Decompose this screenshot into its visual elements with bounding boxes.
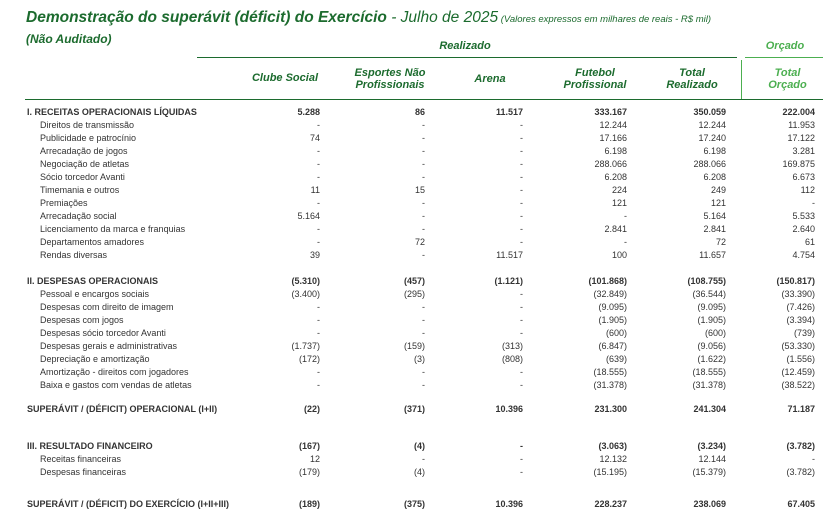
table-section-row bbox=[0, 106, 825, 119]
row-value: 61 bbox=[804, 237, 815, 247]
table-section-row bbox=[0, 440, 825, 453]
row-value: (739) bbox=[793, 328, 815, 338]
row-value: (36.544) bbox=[692, 289, 726, 299]
row-value: (18.555) bbox=[593, 367, 627, 377]
row-label: Publicidade e patrocínio bbox=[40, 133, 137, 143]
row-value: 12.244 bbox=[698, 120, 726, 130]
col-header-total-realizado: Total Realizado bbox=[666, 67, 718, 91]
row-label: Receitas financeiras bbox=[40, 454, 122, 464]
row-value: - bbox=[317, 146, 320, 156]
row-value: (371) bbox=[403, 404, 425, 414]
row-value: - bbox=[520, 146, 523, 156]
row-label: SUPERÁVIT / (DÉFICIT) DO EXERCÍCIO (I+II+III) bbox=[27, 499, 230, 509]
row-label: II. DESPESAS OPERACIONAIS bbox=[27, 276, 159, 286]
row-value: 100 bbox=[611, 250, 627, 260]
row-value: 222.004 bbox=[782, 107, 815, 117]
row-value: - bbox=[422, 120, 425, 130]
row-value: 12 bbox=[309, 454, 320, 464]
row-value: 2.640 bbox=[792, 224, 815, 234]
row-value: 11.657 bbox=[699, 250, 726, 260]
row-value: (1.737) bbox=[291, 341, 320, 351]
row-value: 17.166 bbox=[599, 133, 627, 143]
table-section-row bbox=[0, 403, 825, 416]
row-value: 11.517 bbox=[495, 107, 523, 117]
row-value: 228.237 bbox=[594, 499, 627, 509]
row-value: 350.059 bbox=[693, 107, 726, 117]
row-label: Arrecadação de jogos bbox=[40, 146, 128, 156]
row-value: 12.244 bbox=[599, 120, 627, 130]
group-orcado-label: Orçado bbox=[765, 40, 805, 52]
row-label: Premiações bbox=[40, 198, 88, 208]
row-value: 288.066 bbox=[594, 159, 627, 169]
row-value: - bbox=[422, 159, 425, 169]
row-value: - bbox=[520, 159, 523, 169]
row-value: 288.066 bbox=[693, 159, 726, 169]
row-value: - bbox=[422, 211, 425, 221]
row-value: 12.144 bbox=[698, 454, 726, 464]
row-value: - bbox=[317, 367, 320, 377]
row-value: 2.841 bbox=[703, 224, 726, 234]
row-label: Arrecadação social bbox=[40, 211, 117, 221]
table-row bbox=[0, 379, 825, 392]
row-value: - bbox=[422, 224, 425, 234]
row-value: (1.905) bbox=[598, 315, 627, 325]
row-label: Timemania e outros bbox=[40, 185, 120, 195]
row-value: - bbox=[317, 224, 320, 234]
row-value: 6.208 bbox=[604, 172, 627, 182]
row-label: III. RESULTADO FINANCEIRO bbox=[27, 441, 153, 451]
header-rule-realizado bbox=[197, 57, 737, 58]
row-value: - bbox=[422, 367, 425, 377]
table-row bbox=[0, 223, 825, 236]
title-period: - Julho de 2025 bbox=[386, 9, 499, 26]
row-value: (31.378) bbox=[593, 380, 627, 390]
row-value: (53.330) bbox=[781, 341, 815, 351]
row-value: 6.198 bbox=[703, 146, 726, 156]
row-value: - bbox=[317, 237, 320, 247]
row-value: (1.905) bbox=[697, 315, 726, 325]
row-value: 12.132 bbox=[599, 454, 627, 464]
row-value: (32.849) bbox=[593, 289, 627, 299]
row-value: (31.378) bbox=[692, 380, 726, 390]
row-value: 67.405 bbox=[787, 499, 815, 509]
row-label: Negociação de atletas bbox=[40, 159, 130, 169]
col-header-esportes: Esportes Não Profissionais bbox=[354, 67, 426, 91]
row-value: - bbox=[422, 250, 425, 260]
row-value: (9.095) bbox=[598, 302, 627, 312]
row-value: - bbox=[317, 328, 320, 338]
row-value: 10.396 bbox=[495, 404, 523, 414]
row-value: - bbox=[520, 224, 523, 234]
row-value: - bbox=[624, 211, 627, 221]
row-value: (3) bbox=[414, 354, 425, 364]
page-title bbox=[26, 9, 711, 27]
row-value: - bbox=[422, 133, 425, 143]
row-value: 72 bbox=[715, 237, 726, 247]
row-value: - bbox=[624, 237, 627, 247]
row-value: - bbox=[520, 289, 523, 299]
row-value: (313) bbox=[501, 341, 523, 351]
row-value: - bbox=[317, 380, 320, 390]
row-value: (7.426) bbox=[786, 302, 815, 312]
table-row bbox=[0, 158, 825, 171]
table-row bbox=[0, 327, 825, 340]
row-value: - bbox=[812, 454, 815, 464]
row-value: 17.122 bbox=[787, 133, 815, 143]
row-value: (4) bbox=[414, 441, 425, 451]
row-label: Despesas com jogos bbox=[40, 315, 124, 325]
row-label: Despesas financeiras bbox=[40, 467, 127, 477]
table-row bbox=[0, 466, 825, 479]
table-row bbox=[0, 171, 825, 184]
title-unit: (Valores expressos em milhares de reais - R$ mil) bbox=[498, 14, 712, 25]
row-value: (9.095) bbox=[697, 302, 726, 312]
row-value: - bbox=[422, 302, 425, 312]
row-value: (295) bbox=[403, 289, 425, 299]
row-value: 10.396 bbox=[495, 499, 523, 509]
row-label: I. RECEITAS OPERACIONAIS LÍQUIDAS bbox=[27, 107, 197, 117]
row-value: (172) bbox=[298, 354, 320, 364]
row-label: Despesas com direito de imagem bbox=[40, 302, 174, 312]
table-row bbox=[0, 340, 825, 353]
row-value: 231.300 bbox=[594, 404, 627, 414]
table-row bbox=[0, 249, 825, 262]
row-value: (600) bbox=[605, 328, 627, 338]
row-value: (3.063) bbox=[598, 441, 627, 451]
row-label: Rendas diversas bbox=[40, 250, 108, 260]
row-value: 74 bbox=[309, 133, 320, 143]
row-value: 5.288 bbox=[297, 107, 320, 117]
row-value: (108.755) bbox=[687, 276, 726, 286]
row-value: 11.953 bbox=[788, 120, 815, 130]
row-value: 11 bbox=[310, 185, 320, 195]
row-value: 17.240 bbox=[698, 133, 726, 143]
row-value: 39 bbox=[309, 250, 320, 260]
row-label: Departamentos amadores bbox=[40, 237, 145, 247]
row-value: (179) bbox=[298, 467, 320, 477]
row-label: Licenciamento da marca e franquias bbox=[40, 224, 186, 234]
row-value: - bbox=[520, 133, 523, 143]
table-row bbox=[0, 366, 825, 379]
row-value: - bbox=[422, 315, 425, 325]
row-value: - bbox=[422, 172, 425, 182]
row-value: (3.234) bbox=[697, 441, 726, 451]
row-value: - bbox=[422, 198, 425, 208]
row-value: 6.208 bbox=[703, 172, 726, 182]
row-value: (101.868) bbox=[588, 276, 627, 286]
row-value: - bbox=[520, 367, 523, 377]
row-value: 86 bbox=[414, 107, 425, 117]
row-value: - bbox=[422, 328, 425, 338]
table-row bbox=[0, 353, 825, 366]
row-value: (1.622) bbox=[697, 354, 726, 364]
row-value: 241.304 bbox=[693, 404, 726, 414]
row-label: Depreciação e amortização bbox=[40, 354, 150, 364]
row-value: - bbox=[520, 328, 523, 338]
row-value: 121 bbox=[710, 198, 726, 208]
title-main: Demonstração do superávit (déficit) do Exercício bbox=[26, 9, 387, 26]
row-value: - bbox=[317, 198, 320, 208]
row-value: - bbox=[520, 380, 523, 390]
table-row bbox=[0, 119, 825, 132]
row-value: 4.754 bbox=[792, 250, 815, 260]
col-header-futebol: Futebol Profissional bbox=[563, 67, 627, 91]
row-value: (159) bbox=[403, 341, 425, 351]
row-value: - bbox=[317, 302, 320, 312]
row-value: - bbox=[520, 441, 523, 451]
row-value: - bbox=[520, 185, 523, 195]
row-value: - bbox=[317, 120, 320, 130]
row-value: 5.533 bbox=[792, 211, 815, 221]
row-value: (38.522) bbox=[781, 380, 815, 390]
row-value: (3.394) bbox=[786, 315, 815, 325]
row-value: 249 bbox=[710, 185, 726, 195]
row-value: - bbox=[520, 120, 523, 130]
table-row bbox=[0, 314, 825, 327]
row-value: (600) bbox=[704, 328, 726, 338]
row-label: SUPERÁVIT / (DÉFICIT) OPERACIONAL (I+II) bbox=[27, 404, 218, 414]
row-value: 2.841 bbox=[604, 224, 627, 234]
table-row bbox=[0, 301, 825, 314]
row-value: (15.379) bbox=[692, 467, 726, 477]
row-value: (639) bbox=[605, 354, 627, 364]
row-value: - bbox=[317, 172, 320, 182]
row-value: - bbox=[422, 454, 425, 464]
row-value: (9.056) bbox=[697, 341, 726, 351]
row-value: (12.459) bbox=[781, 367, 815, 377]
row-value: 71.187 bbox=[787, 404, 815, 414]
row-value: - bbox=[520, 302, 523, 312]
table-row bbox=[0, 210, 825, 223]
row-value: 6.673 bbox=[792, 172, 815, 182]
col-header-arena: Arena bbox=[474, 73, 506, 85]
row-value: 333.167 bbox=[594, 107, 627, 117]
row-value: (3.400) bbox=[291, 289, 320, 299]
row-value: - bbox=[520, 172, 523, 182]
row-value: (1.556) bbox=[786, 354, 815, 364]
table-row bbox=[0, 288, 825, 301]
table-row bbox=[0, 236, 825, 249]
row-value: 112 bbox=[800, 185, 815, 195]
row-value: 72 bbox=[414, 237, 425, 247]
row-value: - bbox=[520, 454, 523, 464]
row-value: - bbox=[422, 380, 425, 390]
table-row bbox=[0, 453, 825, 466]
row-value: (808) bbox=[501, 354, 523, 364]
row-value: - bbox=[520, 315, 523, 325]
row-label: Pessoal e encargos sociais bbox=[40, 289, 150, 299]
row-value: 121 bbox=[611, 198, 627, 208]
row-value: (457) bbox=[403, 276, 425, 286]
row-value: (1.121) bbox=[494, 276, 523, 286]
row-value: - bbox=[520, 211, 523, 221]
row-value: 5.164 bbox=[297, 211, 320, 221]
row-value: - bbox=[317, 315, 320, 325]
table-section-row bbox=[0, 498, 825, 511]
row-label: Despesas gerais e administrativas bbox=[40, 341, 178, 351]
row-value: - bbox=[520, 237, 523, 247]
row-value: 11.517 bbox=[496, 250, 523, 260]
table-row bbox=[0, 197, 825, 210]
row-value: (3.782) bbox=[786, 467, 815, 477]
row-value: (375) bbox=[403, 499, 425, 509]
row-value: (150.817) bbox=[776, 276, 815, 286]
table-row bbox=[0, 145, 825, 158]
row-value: 169.875 bbox=[782, 159, 815, 169]
row-value: - bbox=[317, 159, 320, 169]
row-value: - bbox=[422, 146, 425, 156]
row-value: (22) bbox=[303, 404, 320, 414]
row-value: (167) bbox=[298, 441, 320, 451]
table-row bbox=[0, 184, 825, 197]
row-value: (18.555) bbox=[692, 367, 726, 377]
row-value: 224 bbox=[611, 185, 627, 195]
row-value: - bbox=[520, 198, 523, 208]
table-row bbox=[0, 132, 825, 145]
group-realizado-label: Realizado bbox=[439, 40, 491, 52]
table-section-row bbox=[0, 275, 825, 288]
row-value: 238.069 bbox=[693, 499, 726, 509]
row-value: 15 bbox=[414, 185, 425, 195]
row-value: 3.281 bbox=[792, 146, 815, 156]
col-header-clube-social: Clube Social bbox=[251, 72, 319, 84]
row-value: (3.782) bbox=[786, 441, 815, 451]
header-rule-orcado bbox=[745, 57, 823, 58]
row-value: (189) bbox=[298, 499, 320, 509]
row-value: - bbox=[812, 198, 815, 208]
col-header-total-orcado: Total Orçado bbox=[768, 67, 807, 91]
row-value: 5.164 bbox=[703, 211, 726, 221]
table-header-rule bbox=[25, 99, 823, 100]
row-value: (6.847) bbox=[598, 341, 627, 351]
row-value: (33.390) bbox=[781, 289, 815, 299]
row-value: 6.198 bbox=[604, 146, 627, 156]
row-value: (5.310) bbox=[291, 276, 320, 286]
row-value: (4) bbox=[414, 467, 425, 477]
row-label: Sócio torcedor Avanti bbox=[40, 172, 125, 182]
row-label: Despesas sócio torcedor Avanti bbox=[40, 328, 166, 338]
subtitle: (Não Auditado) bbox=[26, 32, 112, 46]
row-label: Baixa e gastos com vendas de atletas bbox=[40, 380, 192, 390]
row-label: Amortização - direitos com jogadores bbox=[40, 367, 189, 377]
row-label: Direitos de transmissão bbox=[40, 120, 135, 130]
row-value: - bbox=[520, 467, 523, 477]
row-value: (15.195) bbox=[593, 467, 627, 477]
